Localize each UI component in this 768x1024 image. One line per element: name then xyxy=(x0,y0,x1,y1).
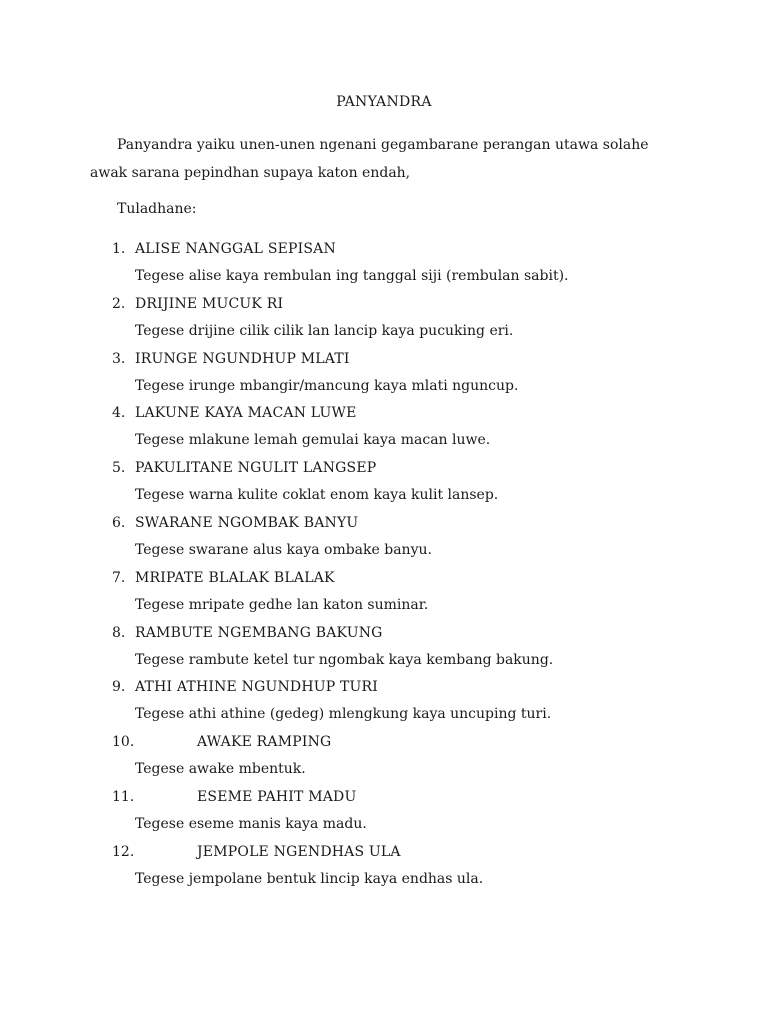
list-item xyxy=(0,296,768,351)
item-number: 2. xyxy=(112,295,126,312)
item-number: 1. xyxy=(112,241,126,257)
item-number: 9. xyxy=(112,679,126,696)
list-item xyxy=(0,460,768,515)
list-item xyxy=(0,351,768,406)
item-description: Tegese eseme manis kaya madu. xyxy=(135,815,367,832)
item-description: Tegese rambute ketel tur ngombak kaya kembang bakung. xyxy=(135,651,554,668)
list-item xyxy=(0,405,768,460)
item-heading: LAKUNE KAYA MACAN LUWE xyxy=(135,405,357,422)
example-list xyxy=(0,241,768,899)
list-item xyxy=(0,625,768,680)
item-number: 12. xyxy=(112,843,135,860)
item-number: 8. xyxy=(112,624,126,641)
item-description: Tegese mlakune lemah gemulai kaya macan luwe. xyxy=(135,432,491,449)
item-description: Tegese drijine cilik cilik lan lancip kaya pucuking eri. xyxy=(135,322,514,339)
example-label: Tuladhane: xyxy=(117,201,197,217)
item-heading: JEMPOLE NGENDHAS ULA xyxy=(197,843,401,860)
intro-paragraph: Panyandra yaiku unen-unen ngenani gegambarane perangan utawa solahe awak sarana pepindhan supaya katon endah, xyxy=(90,137,649,181)
item-number: 5. xyxy=(112,460,126,477)
item-heading: RAMBUTE NGEMBANG BAKUNG xyxy=(135,624,383,641)
item-description: Tegese jempolane bentuk lincip kaya endhas ula. xyxy=(135,870,484,887)
document-title: PANYANDRA xyxy=(336,94,432,110)
list-item xyxy=(0,241,768,296)
item-description: Tegese alise kaya rembulan ing tanggal siji (rembulan sabit). xyxy=(135,268,569,284)
item-heading: ESEME PAHIT MADU xyxy=(197,788,357,805)
item-number: 4. xyxy=(112,405,126,422)
list-item xyxy=(0,570,768,625)
item-number: 7. xyxy=(112,569,126,586)
item-heading: DRIJINE MUCUK RI xyxy=(135,295,284,312)
item-number: 11. xyxy=(112,788,135,805)
item-description: Tegese awake mbentuk. xyxy=(135,761,306,778)
item-heading: ALISE NANGGAL SEPISAN xyxy=(135,241,336,257)
item-number: 3. xyxy=(112,350,126,367)
item-number: 10. xyxy=(112,734,135,751)
list-item xyxy=(0,515,768,570)
item-description: Tegese irunge mbangir/mancung kaya mlati nguncup. xyxy=(135,377,519,394)
item-heading: MRIPATE BLALAK BLALAK xyxy=(135,569,335,586)
item-heading: PAKULITANE NGULIT LANGSEP xyxy=(135,460,377,477)
list-item xyxy=(0,844,768,899)
item-heading: ATHI ATHINE NGUNDHUP TURI xyxy=(135,679,379,696)
item-number: 6. xyxy=(112,514,126,531)
list-item xyxy=(0,789,768,844)
item-description: Tegese swarane alus kaya ombake banyu. xyxy=(135,541,432,558)
item-heading: AWAKE RAMPING xyxy=(197,734,332,751)
item-description: Tegese athi athine (gedeg) mlengkung kaya uncuping turi. xyxy=(135,706,552,723)
item-description: Tegese mripate gedhe lan katon suminar. xyxy=(135,596,429,613)
list-item xyxy=(0,679,768,734)
item-description: Tegese warna kulite coklat enom kaya kulit lansep. xyxy=(135,487,499,504)
list-item xyxy=(0,734,768,789)
item-heading: IRUNGE NGUNDHUP MLATI xyxy=(135,350,350,367)
item-heading: SWARANE NGOMBAK BANYU xyxy=(135,514,359,531)
